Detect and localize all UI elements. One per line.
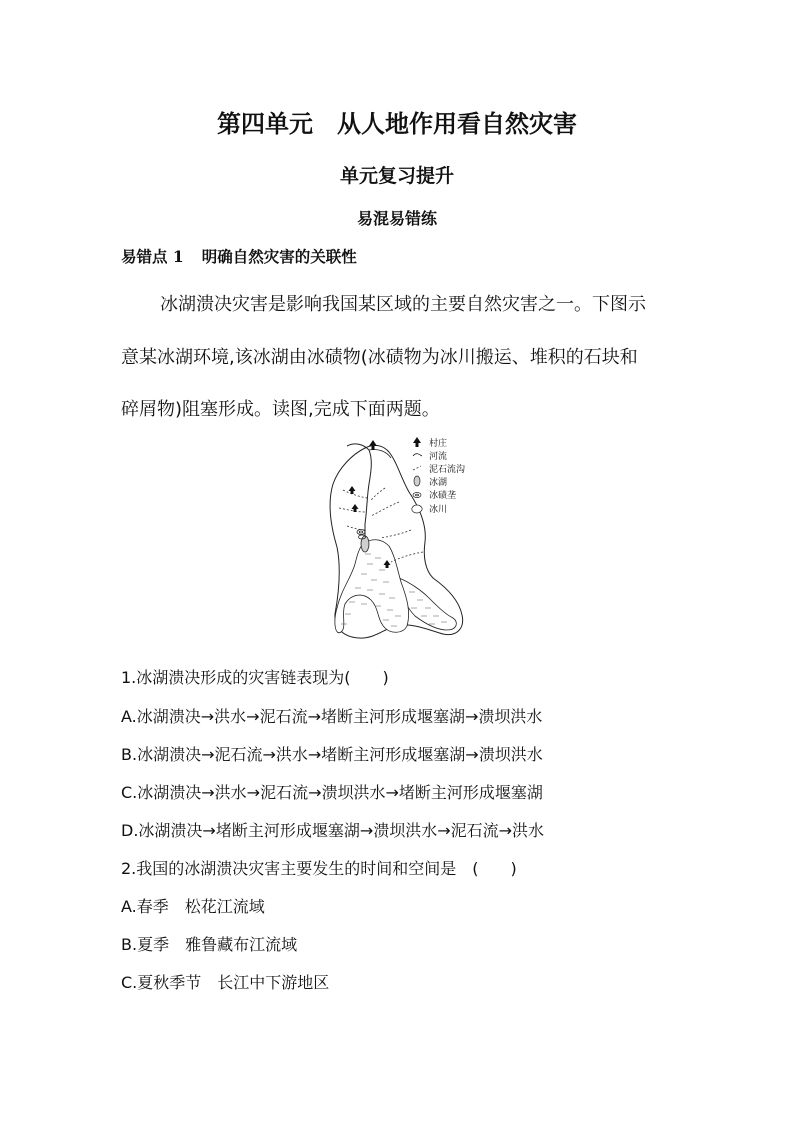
legend-label: 河流 (429, 452, 448, 462)
question-option: B.冰湖溃决→泥石流→洪水→堵断主河形成堰塞湖→溃坝洪水 (121, 745, 543, 764)
legend-label: 泥石流沟 (429, 465, 466, 475)
legend-label: 冰川 (429, 505, 448, 515)
intro-line: 冰湖溃决灾害是影响我国某区域的主要自然灾害之一。下图示 (160, 294, 646, 315)
debris-flow-gully-icon (413, 466, 421, 470)
intro-line: 意某冰湖环境,该冰湖由冰碛物(冰碛物为冰川搬运、堆积的石块和 (121, 347, 638, 368)
glacier-area (335, 540, 409, 633)
error-point-heading (121, 245, 357, 267)
moraine-ridge-icon (413, 493, 421, 498)
error-point-label: 易错点 1 (121, 247, 184, 266)
legend-label: 村庄 (429, 439, 448, 449)
error-point-text: 明确自然灾害的关联性 (201, 247, 357, 266)
question-option: A.春季 松花江流域 (121, 897, 265, 916)
legend-label: 冰湖 (429, 478, 448, 488)
question-option: B.夏季 雅鲁藏布江流域 (121, 935, 298, 954)
question-option: C.夏秋季节 长江中下游地区 (121, 973, 330, 992)
river-icon (413, 454, 422, 456)
legend-label: 冰碛垄 (429, 491, 457, 501)
question-stem: 2.我国的冰湖溃决灾害主要发生的时间和空间是 ( ) (121, 859, 517, 878)
glacial-lake-map-figure (325, 432, 475, 647)
question-option: C.冰湖溃决→洪水→泥石流→溃坝洪水→堵断主河形成堰塞湖 (121, 783, 543, 802)
page-subtitle: 单元复习提升 (339, 165, 454, 187)
question-stem: 1.冰湖溃决形成的灾害链表现为( ) (121, 668, 389, 687)
glacier-icon (412, 505, 422, 513)
question-option: D.冰湖溃决→堵断主河形成堰塞湖→溃坝洪水→泥石流→洪水 (121, 821, 545, 840)
intro-line: 碎屑物)阻塞形成。读图,完成下面两题。 (121, 399, 440, 420)
section-heading: 易混易错练 (356, 209, 437, 228)
map-legend (412, 437, 465, 515)
page-title: 第四单元 从人地作用看自然灾害 (217, 109, 577, 138)
question-option: A.冰湖溃决→洪水→泥石流→堵断主河形成堰塞湖→溃坝洪水 (121, 707, 543, 726)
village-icon (413, 437, 421, 447)
glacial-lake-icon (414, 476, 420, 486)
